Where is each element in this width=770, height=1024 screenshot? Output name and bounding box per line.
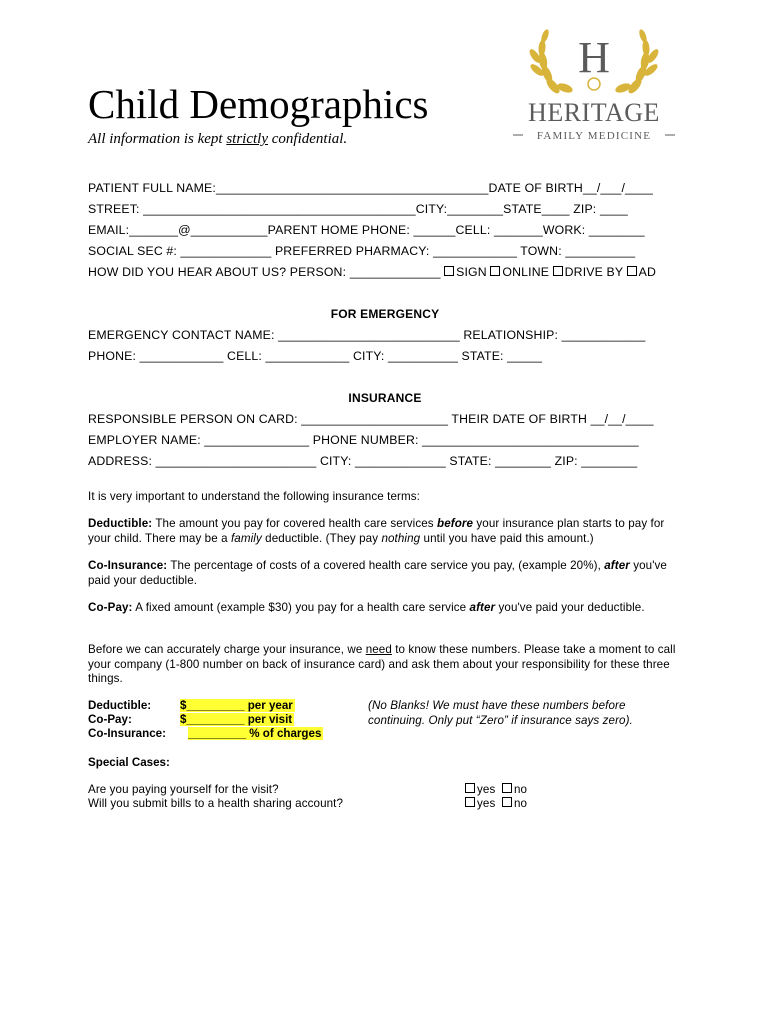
- coinsurance-amount-field[interactable]: _________ % of charges: [188, 727, 322, 740]
- emergency-heading: FOR EMERGENCY: [330, 307, 440, 321]
- coinsurance-label: Co-Insurance:: [88, 727, 166, 740]
- street-city-row[interactable]: STREET: _______________________________________CITY:________STATE____ ZIP: ____: [88, 202, 628, 216]
- before-charging-note: Before we can accurately charge your insurance, we need to know these numbers. Please take a moment to call your company (1-800 number on back of insurance card) and ask them about your responsibility for these three things.: [88, 643, 676, 685]
- online-checkbox[interactable]: [490, 266, 500, 276]
- heritage-logo: [505, 14, 683, 150]
- ssn-pharmacy-row[interactable]: SOCIAL SEC #: _____________ PREFERRED PHARMACY: ____________ TOWN: __________: [88, 244, 636, 258]
- insurance-heading: INSURANCE: [348, 391, 422, 405]
- copay-label: Co-Pay:: [88, 713, 132, 726]
- deductible-definition: Deductible: The amount you pay for covered health care services before your insurance plan starts to pay for your child. There may be a family deductible. (They pay nothing until you have paid this amount.): [88, 517, 665, 545]
- paying-yourself-question: Are you paying yourself for the visit?: [88, 783, 279, 796]
- terms-intro: It is very important to understand the following insurance terms:: [88, 490, 420, 503]
- paying-yourself-options: yes no: [465, 783, 585, 798]
- copay-definition: Co-Pay: A fixed amount (example $30) you pay for a health care service after you've paid your deductible.: [88, 601, 645, 614]
- employer-row[interactable]: EMPLOYER NAME: _______________ PHONE NUMBER: _______________________________: [88, 433, 639, 447]
- deductible-label: Deductible:: [88, 699, 152, 712]
- referral-row: HOW DID YOU HEAR ABOUT US? PERSON: _____________ SIGN ONLINE DRIVE BY AD: [88, 265, 657, 279]
- patient-name-dob-row[interactable]: PATIENT FULL NAME:_______________________________________DATE OF BIRTH__/___/____: [88, 181, 653, 195]
- sharing-yes-checkbox[interactable]: [465, 797, 475, 807]
- laurel-right-icon: [614, 28, 660, 95]
- drive-by-checkbox[interactable]: [553, 266, 563, 276]
- responsible-person-row[interactable]: RESPONSIBLE PERSON ON CARD: _____________________ THEIR DATE OF BIRTH __/__/____: [88, 412, 654, 426]
- svg-text:FAMILY MEDICINE: FAMILY MEDICINE: [536, 130, 652, 142]
- email-phone-row[interactable]: EMAIL:_______@___________PARENT HOME PHONE: ______CELL: _______WORK: ________: [88, 223, 645, 237]
- referral-person-field[interactable]: HOW DID YOU HEAR ABOUT US? PERSON: _____________: [88, 265, 445, 279]
- sign-checkbox[interactable]: [444, 266, 454, 276]
- paying-no-checkbox[interactable]: [502, 783, 512, 793]
- emergency-contact-row[interactable]: EMERGENCY CONTACT NAME: __________________________ RELATIONSHIP: ____________: [88, 328, 646, 342]
- copay-amount-field[interactable]: $_________ per visit: [180, 713, 293, 726]
- coinsurance-definition: Co-Insurance: The percentage of costs of a covered health care service you pay, (example 20%), after you've paid your deductible.: [88, 559, 667, 587]
- svg-text:H: H: [578, 33, 610, 82]
- health-sharing-options: yes no: [465, 797, 585, 812]
- svg-text:HERITAGE: HERITAGE: [528, 98, 660, 127]
- page-title: Child Demographics: [88, 81, 429, 127]
- laurel-left-icon: [528, 28, 574, 95]
- emergency-phone-row[interactable]: PHONE: ____________ CELL: ____________ CITY: __________ STATE: _____: [88, 349, 543, 363]
- sharing-no-checkbox[interactable]: [502, 797, 512, 807]
- confidentiality-note: All information is kept strictly confidential.: [88, 131, 348, 147]
- no-blanks-note: (No Blanks! We must have these numbers before continuing. Only put “Zero” if insurance says zero).: [368, 699, 633, 727]
- deductible-amount-field[interactable]: $_________ per year: [180, 699, 293, 712]
- health-sharing-question: Will you submit bills to a health sharing account?: [88, 797, 344, 810]
- ad-checkbox[interactable]: [627, 266, 637, 276]
- paying-yes-checkbox[interactable]: [465, 783, 475, 793]
- address-row[interactable]: ADDRESS: _______________________ CITY: _____________ STATE: ________ ZIP: ________: [88, 454, 638, 468]
- special-cases-heading: Special Cases:: [88, 756, 170, 769]
